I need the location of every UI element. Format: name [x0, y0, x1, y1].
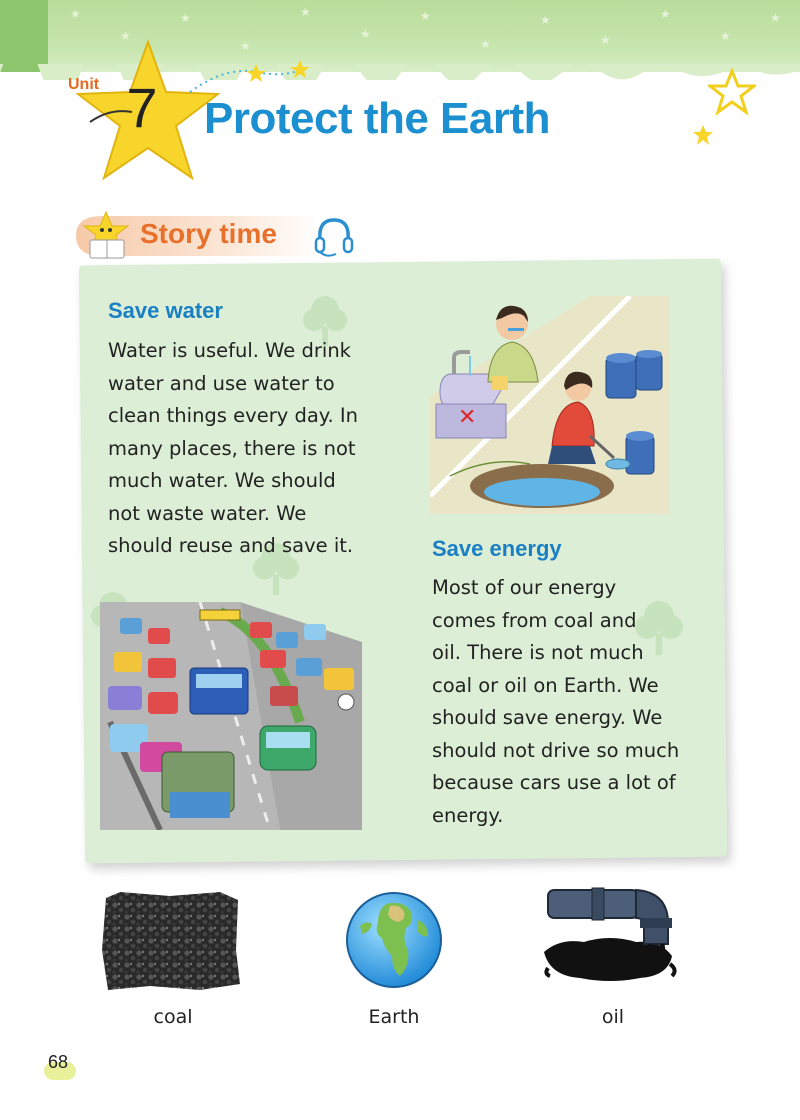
band-star-icon: ★ [70, 7, 81, 21]
page-number: 68 [48, 1052, 69, 1072]
earth-icon [344, 890, 444, 990]
text-line: comes from coal and [432, 608, 637, 632]
traffic-jam-illustration [100, 602, 362, 830]
band-star-icon: ★ [240, 39, 251, 53]
text-line: Water is useful. We drink [108, 339, 351, 362]
save-water-paragraph [108, 335, 408, 563]
oil-label: oil [601, 1006, 625, 1028]
band-star-icon: ★ [600, 33, 611, 47]
text-line: Most of our energy [432, 576, 617, 599]
top-band-left-strip [0, 0, 48, 72]
text-line: coal or oil on Earth. We [432, 673, 659, 697]
band-star-icon: ★ [480, 37, 491, 51]
dotted-trail-stars-icon [186, 58, 316, 98]
story-time-title: Story time [140, 218, 277, 249]
svg-text:✕: ✕ [458, 405, 477, 430]
text-line: should reuse and save it. [108, 534, 354, 557]
band-star-icon: ★ [540, 13, 551, 27]
coal-icon [100, 890, 242, 992]
unit-label: Unit [68, 76, 100, 93]
text-line: water and use water to [108, 371, 335, 395]
text-line: because cars use a lot of [432, 771, 676, 794]
text-line: much water. We should [108, 469, 336, 492]
save-energy-paragraph [432, 572, 712, 832]
band-star-icon: ★ [300, 5, 311, 19]
oil-pipe-icon [540, 884, 680, 984]
band-star-icon: ★ [660, 7, 671, 21]
earth-label: Earth [368, 1006, 420, 1028]
coal-label: coal [153, 1006, 193, 1028]
band-star-icon: ★ [360, 27, 371, 41]
outline-star-icon [708, 68, 756, 116]
unit-number: 7 [126, 76, 158, 139]
text-line: energy. [432, 803, 504, 827]
text-line: should not drive so much [432, 738, 680, 762]
page-title: Protect the Earth [204, 94, 551, 143]
band-star-icon: ★ [720, 29, 731, 43]
save-water-heading: Save water [108, 298, 223, 323]
text-line: should save energy. We [432, 706, 663, 729]
water-saving-illustration [430, 296, 670, 514]
text-line: many places, there is not [108, 436, 356, 460]
text-line: not waste water. We [108, 501, 307, 525]
text-line: oil. There is not much [432, 641, 644, 664]
band-star-icon: ★ [770, 11, 781, 25]
save-energy-heading: Save energy [432, 536, 562, 561]
band-star-icon: ★ [120, 29, 131, 43]
band-star-icon: ★ [420, 9, 431, 23]
small-star-icon [692, 124, 714, 146]
band-star-icon: ★ [180, 11, 191, 25]
text-line: clean things every day. In [108, 404, 359, 427]
headphones-icon[interactable] [312, 214, 356, 258]
